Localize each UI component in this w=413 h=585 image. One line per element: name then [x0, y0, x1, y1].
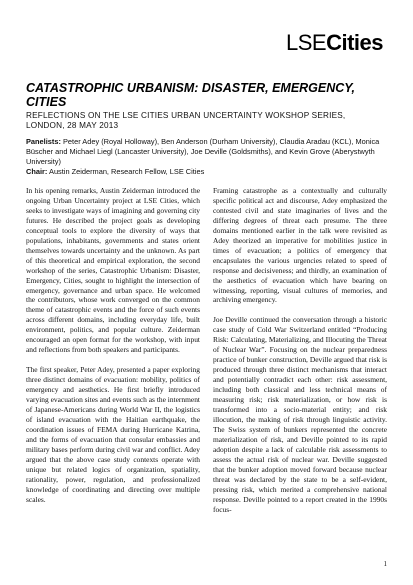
- panelists-text: Peter Adey (Royal Holloway), Ben Anderson (Durham University), Claudia Aradau (KCL), Monica Büscher and Michael Liegl (Lancaster University), Joe Deville (Goldsmiths), and Kevin Grove (Aberystwyth University): [26, 137, 380, 166]
- document-title: CATASTROPHIC URBANISM: DISASTER, EMERGENCY, CITIES: [26, 81, 355, 109]
- chair-line: [26, 167, 388, 177]
- chair-label: Chair:: [26, 167, 48, 176]
- left-column: [26, 186, 200, 515]
- page-number: 1: [383, 560, 387, 568]
- right-column: [213, 186, 387, 525]
- panelists-label: Panelists:: [26, 137, 61, 146]
- logo-cities: Cities: [326, 30, 383, 55]
- panel-info: [26, 137, 388, 177]
- logo-lse: LSE: [285, 30, 327, 55]
- paragraph: In his opening remarks, Austin Zeiderman introduced the ongoing Urban Uncertainty project at LSE Cities, which seeks to investigate ways of imagining and governing city futures. He described the project goals as developing conceptual tools to explore the diversity of ways that populations, inhabitants, governments and states orient themselves towards uncertainty and the unknown. As part of this theoretical and empirical exploration, the second workshop of the series, Catastrophic Urbanism: Disaster, Emergency, Cities, sought to highlight the intersection of emergency, governance and urban space. He welcomed the contributors, whose work converged on the common theme of catastrophic events and the force of such events across different domains, including everyday life, built environment, politics, and popular culture. Zeiderman encouraged an open format for the workshop, with input and reflections from both speakers and participants.: [26, 186, 200, 355]
- lse-cities-logo: [286, 32, 383, 54]
- chair-text: Austin Zeiderman, Research Fellow, LSE Cities: [49, 167, 205, 176]
- panelists-line: [26, 137, 388, 167]
- paragraph: The first speaker, Peter Adey, presented a paper exploring three distinct domains of evacuation: mobility, politics of emergency and aesthetics. He first briefly introduced varying evacuation sites and events such as the internment of Japanese-Americans during World War II, the logistics of island evacuation with the Haitian earthquake, the coordination issues of FEMA during Hurricane Katrina, and the forms of evacuation that consular embassies and military bases perform during civil war and conflict. Adey argued that the above case study contexts operate with unique but related logics of organization, spatiality, rationality, power, regulation, and professionalized knowledge of coordinating and directing over multiple scales.: [26, 365, 200, 504]
- paragraph: Joe Deville continued the conversation through a historic case study of Cold War Switzerland entitled “Producing Risk: Calculating, Materializing, and Illocuting the Threat of Nuclear War”. Focusing on the nuclear preparedness practice of bunker construction, Deville argued that risk is produced through three distinct mechanisms that interact and potentially contradict each other: risk assessment, including both classical and less technical means of measuring risk; risk materialization, or how risk is transformed into a socio-material entity; and risk illocution, the making of risk through linguistic activity. The Swiss system of bunkers represented the concrete materialization of risk, and Deville pointed to its rapid adoption despite a lack of calculable risk assessments to assess the actual risk of nuclear war. Deville suggested that the bunker adoption moved forward because nuclear threat was declared by the state to be a self-evident, pressing risk, which merited a comprehensive national response. Deville pointed to a report created in the 1990s focus-: [213, 315, 387, 514]
- document-subtitle: REFLECTIONS ON THE LSE CITIES URBAN UNCERTAINTY WOKSHOP SERIES, LONDON, 28 MAY 2013: [26, 111, 346, 131]
- paragraph: Framing catastrophe as a contextually and culturally specific political act and discourse, Adey emphasized the contested civil and state imaginaries of lives and the differing degrees of threat each presume. The three domains mentioned earlier in the talk were revisited as Adey theorized an imperative for mobilities justice in times of evacuation; a politics of emergency that encapsulates the various urgencies related to speed of response and decisiveness; and thirdly, an examination of the aesthetics of evacuation which have bearing on witnessing, reporting, visual cultures of memories, and archiving emergency.: [213, 186, 387, 305]
